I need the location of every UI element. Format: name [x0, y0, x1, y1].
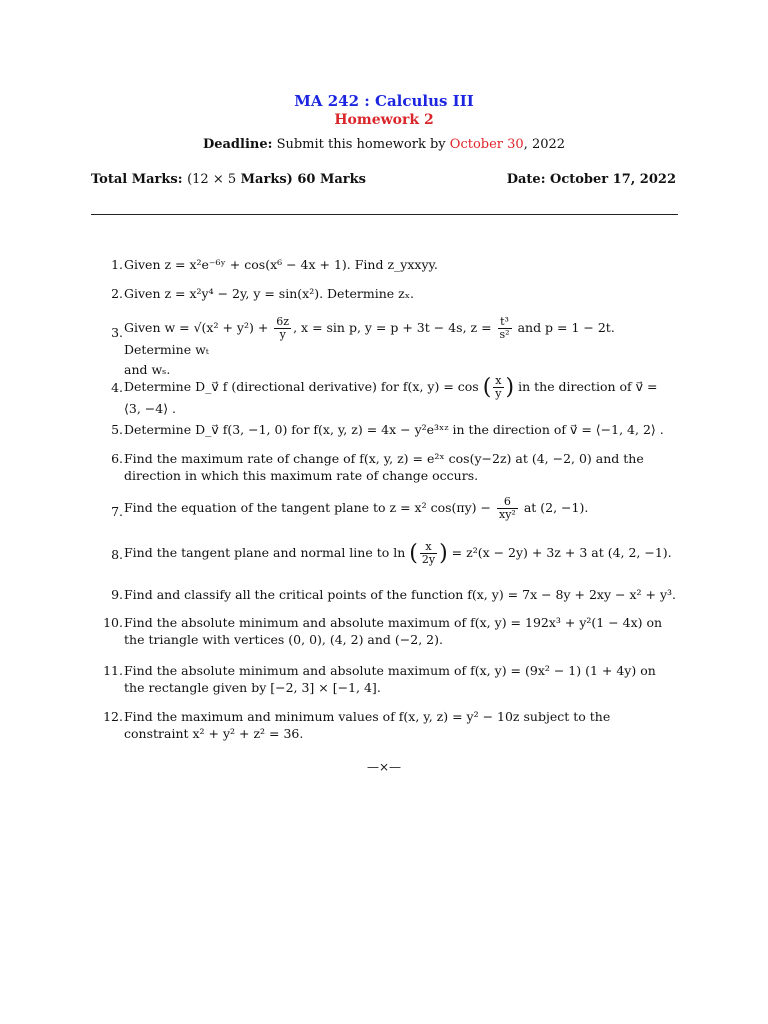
question-number: 7.: [111, 504, 123, 519]
numerator: 6: [497, 496, 518, 509]
question-text-part: at (2, −1).: [523, 500, 589, 515]
numerator: x: [495, 374, 502, 387]
open-paren: (: [409, 541, 418, 566]
question-number: 5.: [111, 422, 123, 437]
denominator: s²: [499, 328, 510, 341]
question-text: [124, 496, 678, 521]
question-text-part: Find the tangent plane and normal line to ln: [124, 545, 406, 560]
question-text: Given z = x²e⁻⁶ʸ + cos(x⁶ − 4x + 1). Find z_yxxyy.: [124, 257, 438, 272]
question-text-part: Find the equation of the tangent plane to z = x² cos(πy) −: [124, 500, 492, 515]
question-1: [101, 256, 678, 273]
question-number: 12.: [103, 709, 123, 724]
close-paren: ): [505, 375, 515, 400]
question-11: [101, 662, 678, 696]
question-number: 2.: [111, 286, 123, 301]
question-text: Find and classify all the critical points of the function f(x, y) = 7x − 8y + 2xy − x² + y³.: [124, 587, 676, 602]
question-6: [101, 450, 678, 484]
question-text: Find the maximum rate of change of f(x, y, z) = e²ˣ cos(y−2z) at (4, −2, 0) and the direction in which this maximum rate of change occurs.: [124, 451, 644, 483]
question-4: [101, 375, 678, 417]
question-text-part: Determine D_v⃗ f (directional derivative) for f(x, y) = cos: [124, 379, 479, 394]
close-paren: ): [439, 541, 448, 566]
question-number: 1.: [111, 257, 123, 272]
question-text: Find the absolute minimum and absolute maximum of f(x, y) = 192x³ + y²(1 − 4x) on the triangle with vertices (0, 0), (4, 2) and (−2, 2).: [124, 615, 663, 647]
fraction: [497, 496, 518, 521]
question-text-part: , x = sin p, y = p + 3t − 4s, z =: [293, 320, 492, 335]
question-5: [101, 421, 678, 438]
numerator: 6z: [276, 315, 290, 328]
question-7: [101, 496, 678, 521]
question-8: [101, 541, 678, 566]
homework-title: Homework 2: [334, 112, 434, 128]
fraction: [274, 316, 291, 341]
header-divider: [91, 214, 678, 215]
deadline-line: [0, 137, 768, 152]
numerator: t³: [498, 316, 512, 329]
numerator: x: [420, 541, 437, 554]
question-text-part: in the direction of v⃗ = ⟨3, −4⟩ .: [124, 379, 658, 416]
question-9: [101, 586, 678, 603]
question-number: 6.: [111, 451, 123, 466]
denominator: xy²: [499, 508, 516, 521]
total-marks-detail: (12 × 5: [187, 172, 237, 187]
question-text: [124, 541, 678, 566]
question-text: Find the maximum and minimum values of f(x, y, z) = y² − 10z subject to the constraint x² + y² + z² = 36.: [124, 709, 611, 741]
question-number: 9.: [111, 587, 123, 602]
question-text: [124, 316, 678, 358]
fraction: [493, 375, 503, 400]
deadline-date: October 30: [449, 137, 524, 152]
question-text-continued: and wₛ.: [124, 362, 171, 377]
denominator: y: [279, 328, 286, 341]
question-text-part: Given w = √(x² + y²) +: [124, 320, 269, 335]
fraction: [420, 541, 437, 566]
end-mark: —×—: [366, 760, 402, 774]
question-text: Determine D_v⃗ f(3, −1, 0) for f(x, y, z) = 4x − y²e³ˣᶻ in the direction of v⃗ = ⟨−1, 4, 2⟩ .: [124, 422, 664, 437]
question-text: Given z = x²y⁴ − 2y, y = sin(x²). Determine zₓ.: [124, 286, 414, 301]
question-number: 11.: [103, 663, 123, 678]
course-title: MA 242 : Calculus III: [294, 92, 474, 110]
question-text: [124, 375, 678, 417]
question-number: 3.: [111, 325, 123, 340]
fraction: [498, 316, 512, 341]
total-marks-label: Total Marks:: [91, 172, 183, 187]
question-12: [101, 708, 678, 742]
denominator: 2y: [421, 553, 436, 566]
total-marks-value: Marks) 60 Marks: [240, 172, 366, 187]
question-text-part: = z²(x − 2y) + 3z + 3 at (4, 2, −1).: [451, 545, 672, 560]
question-number: 10.: [103, 615, 123, 630]
question-text: Find the absolute minimum and absolute maximum of f(x, y) = (9x² − 1) (1 + 4y) on the rectangle given by [−2, 3] × [−1, 4].: [124, 663, 656, 695]
question-10: [101, 614, 678, 648]
question-number: 4.: [111, 380, 123, 395]
marks-row: [91, 172, 676, 187]
issue-date: Date: October 17, 2022: [506, 172, 676, 187]
question-text-part: and p = 1 − 2t. Determine wₜ: [124, 320, 615, 357]
deadline-year: , 2022: [523, 137, 566, 152]
open-paren: (: [482, 375, 492, 400]
question-3: [101, 316, 678, 378]
question-number: 8.: [111, 547, 123, 562]
deadline-text: Submit this homework by: [276, 137, 446, 152]
denominator: y: [495, 387, 502, 400]
deadline-label: Deadline:: [202, 137, 273, 152]
question-2: [101, 285, 678, 302]
